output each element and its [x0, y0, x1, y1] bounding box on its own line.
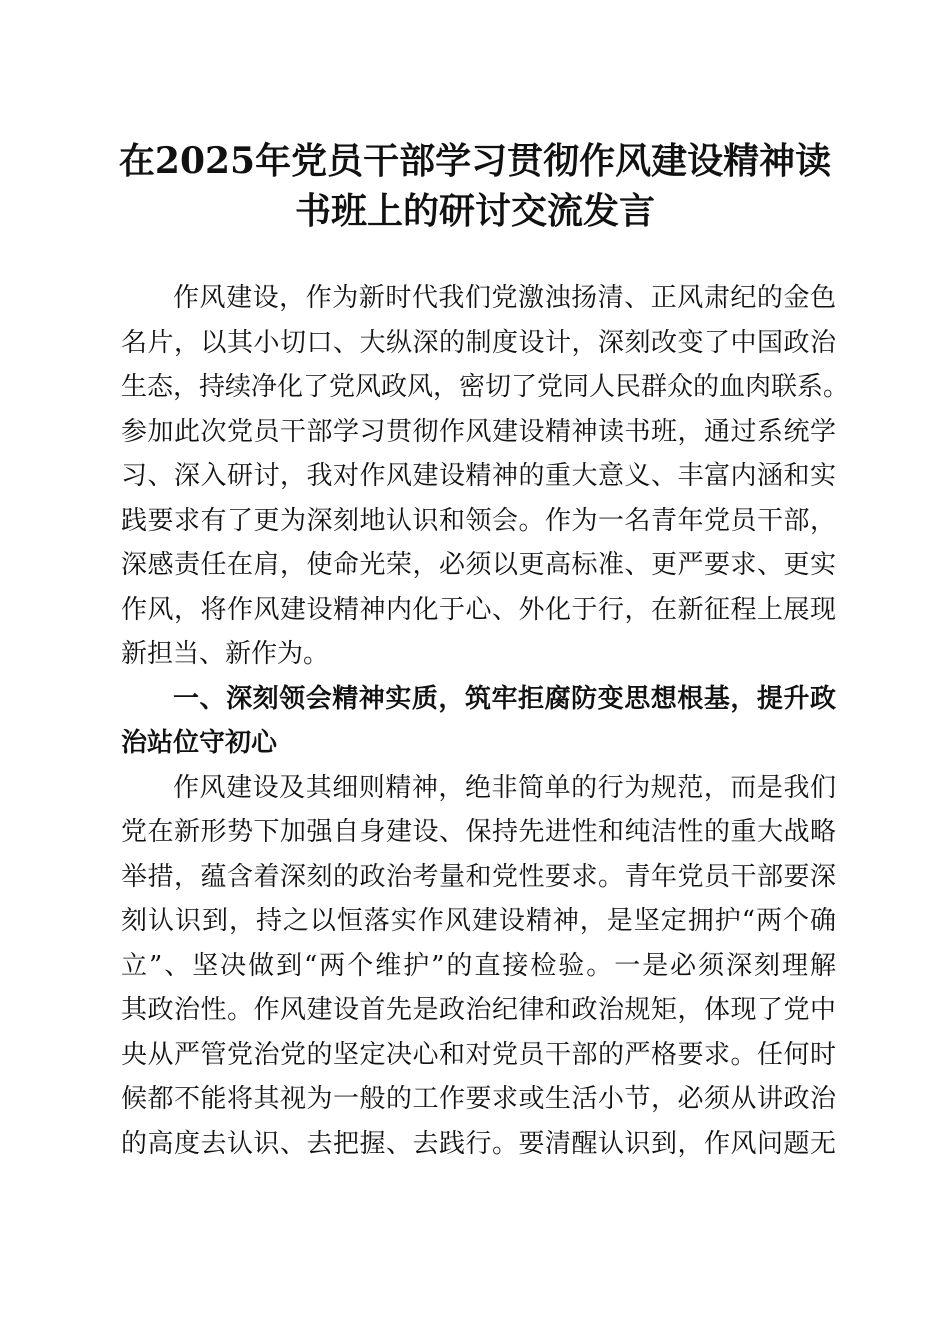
text-line: 践要求有了更为深刻地认识和领会。作为一名青年党员干部， — [121, 505, 836, 536]
text-line: 候都不能将其视为一般的工作要求或生活小节，必须从讲政治 — [121, 1084, 836, 1114]
heading-line: 一、深刻领会精神实质，筑牢拒腐防变思想根基，提升政 — [173, 683, 836, 714]
paragraph-section-1 — [121, 766, 836, 1167]
text-line: 作风建设，作为新时代我们党激浊扬清、正风肃纪的金色 — [173, 283, 836, 313]
text-line: 其政治性。作风建设首先是政治纪律和政治规矩，体现了党中 — [121, 995, 836, 1025]
text-line: 习、深入研讨，我对作风建设精神的重大意义、丰富内涵和实 — [121, 461, 836, 491]
text-line: 名片，以其小切口、大纵深的制度设计，深刻改变了中国政治 — [121, 327, 836, 358]
text-line: 立”、坚决做到“两个维护”的直接检验。一是必须深刻理解 — [121, 950, 836, 981]
text-line: 刻认识到，持之以恒落实作风建设精神，是坚定拥护“两个确 — [121, 906, 836, 936]
text-line: 作风建设及其细则精神，绝非简单的行为规范，而是我们 — [173, 772, 836, 803]
document-body — [121, 276, 850, 1166]
text-line: 参加此次党员干部学习贯彻作风建设精神读书班，通过系统学 — [121, 416, 836, 447]
heading-line: 治站位守初心 — [121, 728, 278, 758]
text-line: 生态，持续净化了党风政风，密切了党同人民群众的血肉联系。 — [121, 372, 850, 402]
paragraph-intro — [121, 276, 850, 677]
title-line-1: 在2025年党员干部学习贯彻作风建设精神读 — [118, 140, 832, 182]
text-line: 央从严管党治党的坚定决心和对党员干部的严格要求。任何时 — [121, 1039, 836, 1070]
text-line: 举措，蕴含着深刻的政治考量和党性要求。青年党员干部要深 — [121, 861, 836, 892]
title-line-2: 书班上的研讨交流发言 — [294, 190, 655, 232]
text-line: 作风，将作风建设精神内化于心、外化于行，在新征程上展现 — [121, 594, 836, 625]
text-line: 深感责任在肩，使命光荣，必须以更高标准、更严要求、更实 — [121, 550, 836, 580]
document-title — [100, 136, 850, 236]
text-line: 新担当、新作为。 — [121, 639, 330, 669]
text-line: 的高度去认识、去把握、去践行。要清醒认识到，作风问题无 — [121, 1128, 836, 1159]
section-heading-1 — [121, 677, 836, 766]
text-line: 党在新形势下加强自身建设、保持先进性和纯洁性的重大战略 — [121, 817, 836, 847]
